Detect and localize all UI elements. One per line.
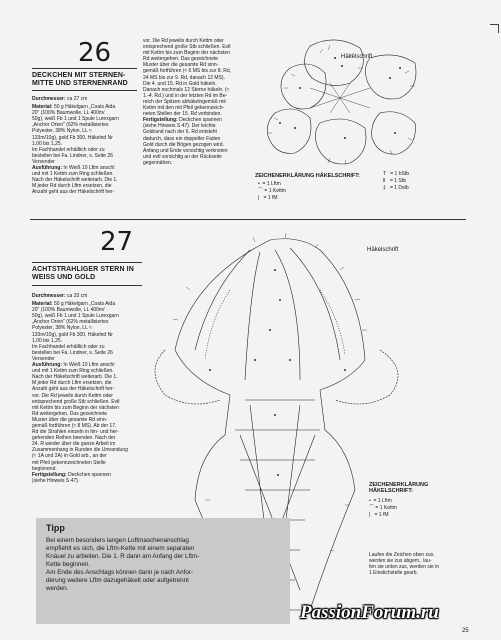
half-double-symbol-icon: T (383, 171, 387, 177)
text-line: mit Kettm bis zum Beginn der nächsten (32, 404, 119, 411)
text-line: 133m/10g), gold Fb 300, Häkelnd Nr (32, 134, 113, 141)
text-line: 1,00 bis 1,25. (32, 337, 63, 344)
text-line: und mit 1 Kettm zum Ring schließen. (32, 368, 114, 375)
legend-26-left (258, 181, 286, 202)
text-line: M jeder Rd durch Lftm ersetzen, die (32, 380, 112, 387)
pattern-title-26 (32, 72, 128, 88)
diameter: Durchmesser: ca 33 cm (32, 293, 88, 299)
text-line: Versender (32, 158, 55, 165)
tip-title: Tipp (46, 523, 65, 533)
divider (32, 68, 137, 69)
legend-title-26: ZEICHENERKLÄRUNG HÄKELSCHRIFT: (255, 173, 360, 179)
text-line: dadurch, dass ein doppelter Faden (143, 135, 221, 142)
text-line: 20" (100% Baumwolle, LL 400m/ (32, 110, 105, 117)
treble-symbol-icon: ‡ (383, 185, 386, 191)
diameter: Durchmesser: ca 27 cm (32, 96, 88, 102)
text-line: Anzahl geht aus der Häkelschrift her- (32, 386, 115, 393)
legend-item: | = 1 fM (258, 195, 278, 201)
text-line: und mit 1 Kettm zum Ring schließen. (32, 171, 114, 178)
text-line: Nach der Häkelschrift weiterarb. Die 1. (32, 374, 118, 381)
text-line: (siehe Hinweis S 47). (32, 477, 80, 484)
text-line: Kettm mit den mit Pfeil gekennzeich- (143, 105, 225, 112)
slip-stitch-symbol-icon: ⌒ (258, 188, 264, 194)
text-line: Nach der Häkelschrift weiterarb. Die 1. (32, 177, 118, 184)
legend-title-27 (369, 482, 428, 494)
text-line: 20" (100% Baumwolle, LL 400m/ (32, 307, 105, 314)
finishing: Fertigstellung: Deckchen spannen (32, 471, 111, 478)
divider (32, 285, 142, 286)
slip-stitch-symbol-icon: ⌒ (369, 505, 375, 511)
watermark: PassionForum.ru (300, 602, 439, 623)
legend-item: ⌒ = 1 Kettm (369, 505, 397, 511)
legend-item: ⌒ = 1 Kettm (258, 188, 286, 194)
text-line: mit Kettm bis zum Beginn der nächsten (143, 50, 230, 57)
material: Material: 50 g Häkelgarn „Coats Aida (32, 301, 116, 308)
text-line: 24. R wieder über die ganze Arbeit im (32, 441, 116, 448)
legend-26-right (383, 171, 409, 192)
finishing: Fertigstellung: Deckchen spannen (143, 117, 222, 124)
title-line: HÄKELSCHRIFT: (369, 488, 413, 494)
divider (32, 262, 142, 263)
title-line: ZEICHENERKLÄRUNG (369, 482, 429, 488)
text-line: Bei einem besonders langen Luftmaschenanschlag (46, 537, 189, 544)
text-line: 133m/10g), gold Fb 300, Häkelnd Nr (32, 331, 113, 338)
instructions: Ausführung: In Weiß 10 Lftm anschl (32, 165, 115, 172)
text-line: Rd weitergehen. Das gezeichnete (32, 410, 108, 417)
text-line: reich der Spitzen abhäkelngemäß mit (143, 98, 226, 105)
crochet-chart-26 (250, 28, 460, 178)
text-line: 1 Einstichstelle gearb. (369, 570, 418, 577)
text-line: Laufen die Zeichen oben zus. (369, 552, 435, 558)
pattern-text-27 (32, 293, 142, 484)
text-line: bestellen bei Fa. Lindner, s. Seite 26 (32, 349, 113, 356)
text-line: Gold durch die Bögen gezogen wird. (143, 141, 224, 148)
text-line: Danach nochmals 12 Sterne häkeln. (≈ (143, 86, 230, 93)
text-line: Im Fachhandel erhältlich oder zu (32, 146, 105, 153)
text-line: Rd die Strahlen einzeln in hin- und her- (32, 429, 119, 436)
text-line: Am Ende des Anschlags können dann je nach Anfor- (46, 569, 194, 576)
chain-symbol-icon: • (258, 181, 260, 187)
text-line: 1,00 bis 1,25. (32, 140, 63, 147)
pattern-number-27: 27 (100, 227, 134, 257)
text-line: werden. (46, 585, 69, 592)
legend-item: ⫪ = 1 Stb (383, 178, 406, 184)
page-number: 25 (462, 628, 469, 634)
text-line: Kette beginnen. (46, 561, 91, 568)
text-line: Anfang und Ende vorsichtig verknoten (143, 147, 228, 154)
instructions: Ausführung: In Weiß 10 Lftm anschl (32, 362, 115, 369)
text-line: und evtl vorsichtig an der Rückseite (143, 153, 222, 160)
text-line: Polyester, 38% Nylon, LL ≈ (32, 325, 92, 332)
text-line: Knäuel zu arbeiten. Die 1. R dann am Anfang der Lftm- (46, 553, 200, 560)
section-divider (30, 219, 466, 220)
single-crochet-symbol-icon: | (258, 195, 260, 201)
legend-item: | = 1 fM (369, 512, 389, 518)
text-line: gemäß fortführen (≈ 6 MS bis zur 8. Rd, (143, 68, 232, 75)
diagram-label-27: Häkelschrift (367, 247, 399, 253)
pattern-number-26: 26 (78, 38, 112, 68)
legend-note-27 (369, 552, 464, 576)
text-line: derung weitere Lftm dazugehäkelt oder aufgetrennt (46, 577, 189, 584)
text-line: entsprechend große Stb schließen. Evtl (32, 398, 120, 405)
single-crochet-symbol-icon: | (369, 512, 371, 518)
diagram-label-26: Häkelschrift (341, 54, 373, 60)
material: Material: 50 g Häkelgarn „Coats Aida (32, 104, 116, 111)
text-line: Muster über die gesamte Rd sinn- (143, 62, 219, 69)
title-line: WEISS UND GOLD (32, 274, 96, 281)
text-line: gemäß fortführen (≈ 8 MS). Ab der 17. (32, 422, 117, 429)
text-line: beginnend. (32, 465, 57, 472)
text-line: Muster über die gesamte Rd sinn- (32, 416, 108, 423)
chain-symbol-icon: • (369, 498, 371, 504)
text-line: neten Stellen der 15. Rd verbinden. (143, 111, 222, 118)
text-line: 24 MS bis zur 9. Rd, danach 12 MS). (143, 74, 225, 81)
legend-item: • = 1 Lftm (258, 181, 281, 187)
text-line: gehenden Reihen beenden. Nach der (32, 435, 116, 442)
legend-item: • = 1 Lftm (369, 498, 392, 504)
text-line: Polyester, 38% Nylon, LL ≈ (32, 128, 92, 135)
pattern-text-26-left (32, 96, 138, 196)
text-line: fen sie unten zus, werden sie in (369, 564, 440, 571)
text-line: 1.-4. Rd.) und in der letzten Rd im Be- (143, 92, 228, 99)
text-line: Goldrand nach der 6. Rd entsteht (143, 129, 217, 136)
pattern-text-26-right (143, 38, 248, 166)
text-line: entsprechend große Stb schließen. Evtl (143, 44, 231, 51)
legend-27 (369, 498, 397, 519)
title-line: ACHTSTRAHLIGER STERN IN (32, 266, 134, 273)
text-line: Zusammenhang in Runden die Umrandung (32, 447, 128, 454)
tip-text (46, 537, 286, 593)
text-line: Rd weitergehen. Das gezeichnete (143, 56, 219, 63)
divider (32, 90, 137, 91)
text-line: mit Pfeil gekennzeichneten Stelle (32, 459, 106, 466)
legend-item: T = 1 hStb (383, 171, 409, 177)
text-line: Im Fachhandel erhältlich oder zu (32, 343, 105, 350)
text-line: 50g), weiß Fb 1 und 1 Spule Lurexgarn (32, 313, 119, 320)
text-line: „Anchor Orion" (62% metallisiertes (32, 319, 109, 326)
text-line: (≈ 1A und 2A) in Gold arb., an der (32, 453, 107, 460)
corner-mark (490, 24, 499, 33)
title-line: DECKCHEN MIT STERNEN- (32, 72, 126, 79)
double-symbol-icon: ⫪ (383, 178, 386, 184)
text-line: Anzahl geht aus der Häkelschrift her- (32, 189, 115, 196)
title-line: MITTE UND STERNENRAND (32, 80, 128, 87)
text-line: „Anchor Orion" (62% metallisiertes (32, 122, 109, 129)
text-line: M jeder Rd durch Lftm ersetzen, die (32, 183, 112, 190)
text-line: vor. Die Rd jeweils durch Kettm oder (32, 392, 113, 399)
text-line: gegennähen. (143, 159, 173, 166)
text-line: Die 4. und 15. Rd in Gold häkeln. (143, 80, 217, 87)
text-line: 50g), weiß Fb 1 und 1 Spule Lurexgarn (32, 116, 119, 123)
legend-item: ‡ = 1 Dstb (383, 185, 409, 191)
pattern-title-27 (32, 266, 134, 282)
text-line: bestellen bei Fa. Lindner, s. Seite 26 (32, 152, 113, 159)
text-line: Versender (32, 355, 55, 362)
text-line: empfiehlt es sich, die Lftm-Kette mit einem separaten (46, 545, 195, 552)
text-line: (siehe Hinweis S 47). Der leichte (143, 123, 216, 130)
text-line: vor. Die Rd jeweils durch Kettm oder (143, 38, 224, 44)
text-line: werden sie zus abgem., lau- (369, 558, 432, 565)
